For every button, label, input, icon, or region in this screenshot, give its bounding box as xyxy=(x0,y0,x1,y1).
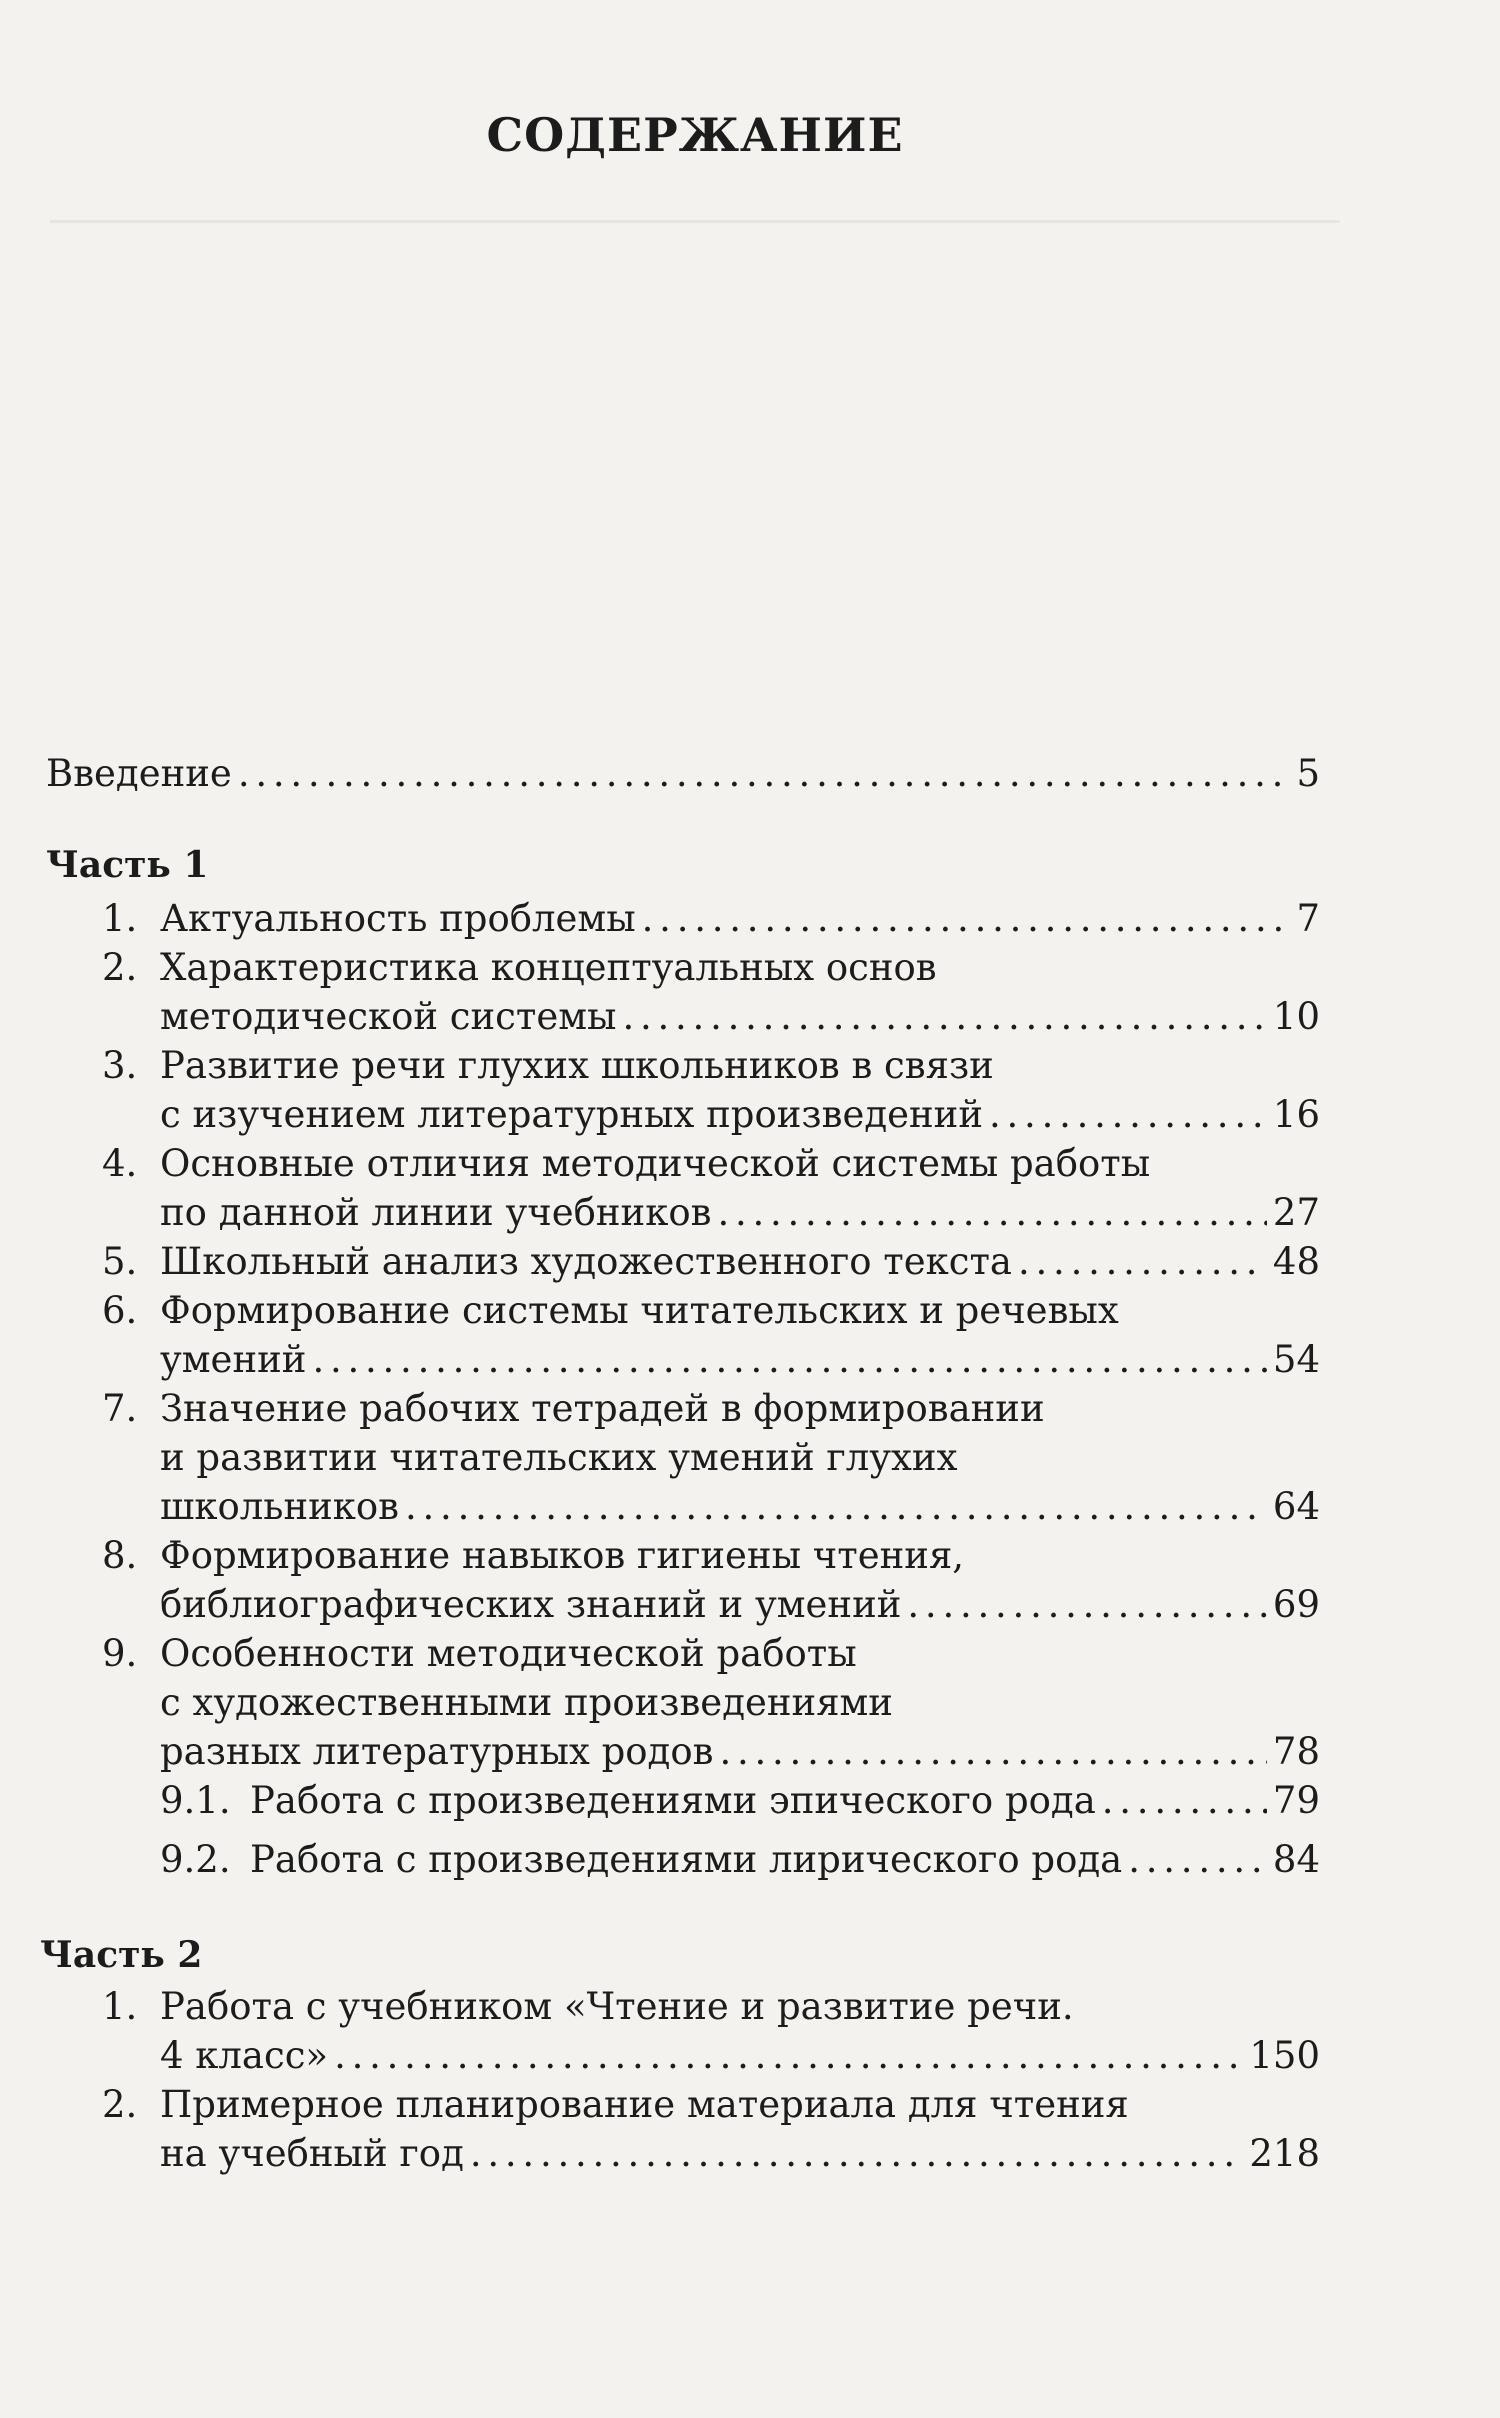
toc-entry xyxy=(160,1483,1320,1531)
toc-entry-line xyxy=(102,1042,994,1090)
toc-entry xyxy=(160,1728,1320,1776)
toc-subentry xyxy=(160,1836,1320,1884)
toc-page-number: 79 xyxy=(1272,1779,1320,1822)
toc-entry-line xyxy=(102,944,937,992)
toc-entry-title: Формирование системы читательских и речевых xyxy=(160,1289,1119,1332)
toc-entry-title: Введение xyxy=(46,752,232,795)
toc-entry-title: разных литературных родов xyxy=(160,1730,714,1773)
toc-entry xyxy=(160,993,1320,1041)
toc-leader-dots xyxy=(1102,1777,1267,1825)
toc-entry-number: 1. xyxy=(102,1985,138,2028)
toc-entry-title: Актуальность проблемы xyxy=(160,897,636,940)
part-2-heading: Часть 2 xyxy=(40,1934,203,1976)
toc-entry-number: 9. xyxy=(102,1632,138,1675)
toc-entry-title: Основные отличия методической системы работы xyxy=(160,1142,1151,1185)
toc-entry xyxy=(160,1189,1320,1237)
toc-entry-title: по данной линии учебников xyxy=(160,1191,712,1234)
toc-entry-number: 9.1. xyxy=(160,1779,231,1822)
toc-entry xyxy=(160,2032,1320,2080)
page-title: СОДЕРЖАНИЕ xyxy=(486,108,904,162)
toc-entry-number: 2. xyxy=(102,2083,138,2126)
toc-leader-dots xyxy=(334,2032,1243,2080)
part-1-heading: Часть 1 xyxy=(46,844,209,886)
toc-entry-title: Работа с произведениями лирического рода xyxy=(250,1838,1123,1881)
toc-entry-title: с изучением литературных произведений xyxy=(160,1093,983,1136)
toc-entry-line xyxy=(102,2081,1129,2129)
toc-entry-number: 1. xyxy=(102,897,138,940)
toc-entry-intro xyxy=(46,750,1320,798)
toc-entry-title: Особенности методической работы xyxy=(160,1632,857,1675)
toc-entry-line xyxy=(102,1287,1119,1335)
toc-entry-title: с художественными произведениями xyxy=(160,1681,893,1724)
toc-entry xyxy=(102,895,1320,943)
toc-entry-title: и развитии читательских умений глухих xyxy=(160,1436,958,1479)
toc-leader-dots xyxy=(989,1091,1267,1139)
toc-page-number: 54 xyxy=(1272,1338,1320,1381)
toc-entry xyxy=(160,1091,1320,1139)
toc-entry xyxy=(102,1238,1320,1286)
toc-page-number: 84 xyxy=(1272,1838,1320,1881)
toc-entry-title: Работа с произведениями эпического рода xyxy=(250,1779,1096,1822)
toc-entry-title: на учебный год xyxy=(160,2132,464,2175)
toc-page-number: 5 xyxy=(1296,752,1320,795)
toc-subentry xyxy=(160,1777,1320,1825)
toc-entry-title: методической системы xyxy=(160,995,617,1038)
toc-entry-line xyxy=(160,1434,957,1482)
toc-entry-title: библиографических знаний и умений xyxy=(160,1583,902,1626)
toc-leader-dots xyxy=(1128,1836,1267,1884)
toc-page-number: 78 xyxy=(1272,1730,1320,1773)
toc-entry-line xyxy=(102,1983,1074,2031)
toc-entry-number: 5. xyxy=(102,1240,138,1283)
toc-page-number: 150 xyxy=(1249,2034,1320,2077)
toc-leader-dots xyxy=(719,1728,1266,1776)
toc-leader-dots xyxy=(907,1581,1267,1629)
toc-entry xyxy=(160,1581,1320,1629)
toc-entry xyxy=(160,1336,1320,1384)
toc-entry-line xyxy=(160,1679,893,1727)
toc-page-number: 64 xyxy=(1272,1485,1320,1528)
toc-page-number: 69 xyxy=(1272,1583,1320,1626)
toc-leader-dots xyxy=(470,2130,1244,2178)
toc-entry-title: умений xyxy=(160,1338,307,1381)
toc-entry-line xyxy=(102,1140,1151,1188)
toc-page-number: 7 xyxy=(1296,897,1320,940)
toc-leader-dots xyxy=(622,993,1266,1041)
toc-entry-title: Значение рабочих тетрадей в формировании xyxy=(160,1387,1045,1430)
show-through-text xyxy=(40,180,1340,223)
toc-page-number: 10 xyxy=(1272,995,1320,1038)
toc-leader-dots xyxy=(312,1336,1266,1384)
toc-leader-dots xyxy=(642,895,1291,943)
toc-page-number: 48 xyxy=(1272,1240,1320,1283)
toc-entry-line xyxy=(102,1385,1045,1433)
toc-entry-title: Примерное планирование материала для чтения xyxy=(160,2083,1129,2126)
toc-page-number: 16 xyxy=(1272,1093,1320,1136)
toc-entry-number: 3. xyxy=(102,1044,138,1087)
toc-entry-title: Развитие речи глухих школьников в связи xyxy=(160,1044,994,1087)
toc-entry-line xyxy=(102,1532,965,1580)
toc-leader-dots xyxy=(238,750,1291,798)
toc-entry-title: 4 класс» xyxy=(160,2034,329,2077)
toc-entry xyxy=(160,2130,1320,2178)
toc-entry-number: 4. xyxy=(102,1142,138,1185)
toc-entry-line xyxy=(102,1630,857,1678)
toc-entry-title: школьников xyxy=(160,1485,400,1528)
toc-entry-number: 2. xyxy=(102,946,138,989)
toc-entry-title: Формирование навыков гигиены чтения, xyxy=(160,1534,965,1577)
toc-entry-number: 7. xyxy=(102,1387,138,1430)
toc-entry-number: 9.2. xyxy=(160,1838,231,1881)
toc-entry-title: Школьный анализ художественного текста xyxy=(160,1240,1012,1283)
toc-leader-dots xyxy=(405,1483,1267,1531)
toc-entry-number: 6. xyxy=(102,1289,138,1332)
toc-entry-title: Работа с учебником «Чтение и развитие речи. xyxy=(160,1985,1074,2028)
toc-entry-title: Характеристика концептуальных основ xyxy=(160,946,937,989)
toc-page-number: 27 xyxy=(1272,1191,1320,1234)
toc-leader-dots xyxy=(717,1189,1266,1237)
toc-page-number: 218 xyxy=(1249,2132,1320,2175)
toc-leader-dots xyxy=(1018,1238,1267,1286)
toc-entry-number: 8. xyxy=(102,1534,138,1577)
